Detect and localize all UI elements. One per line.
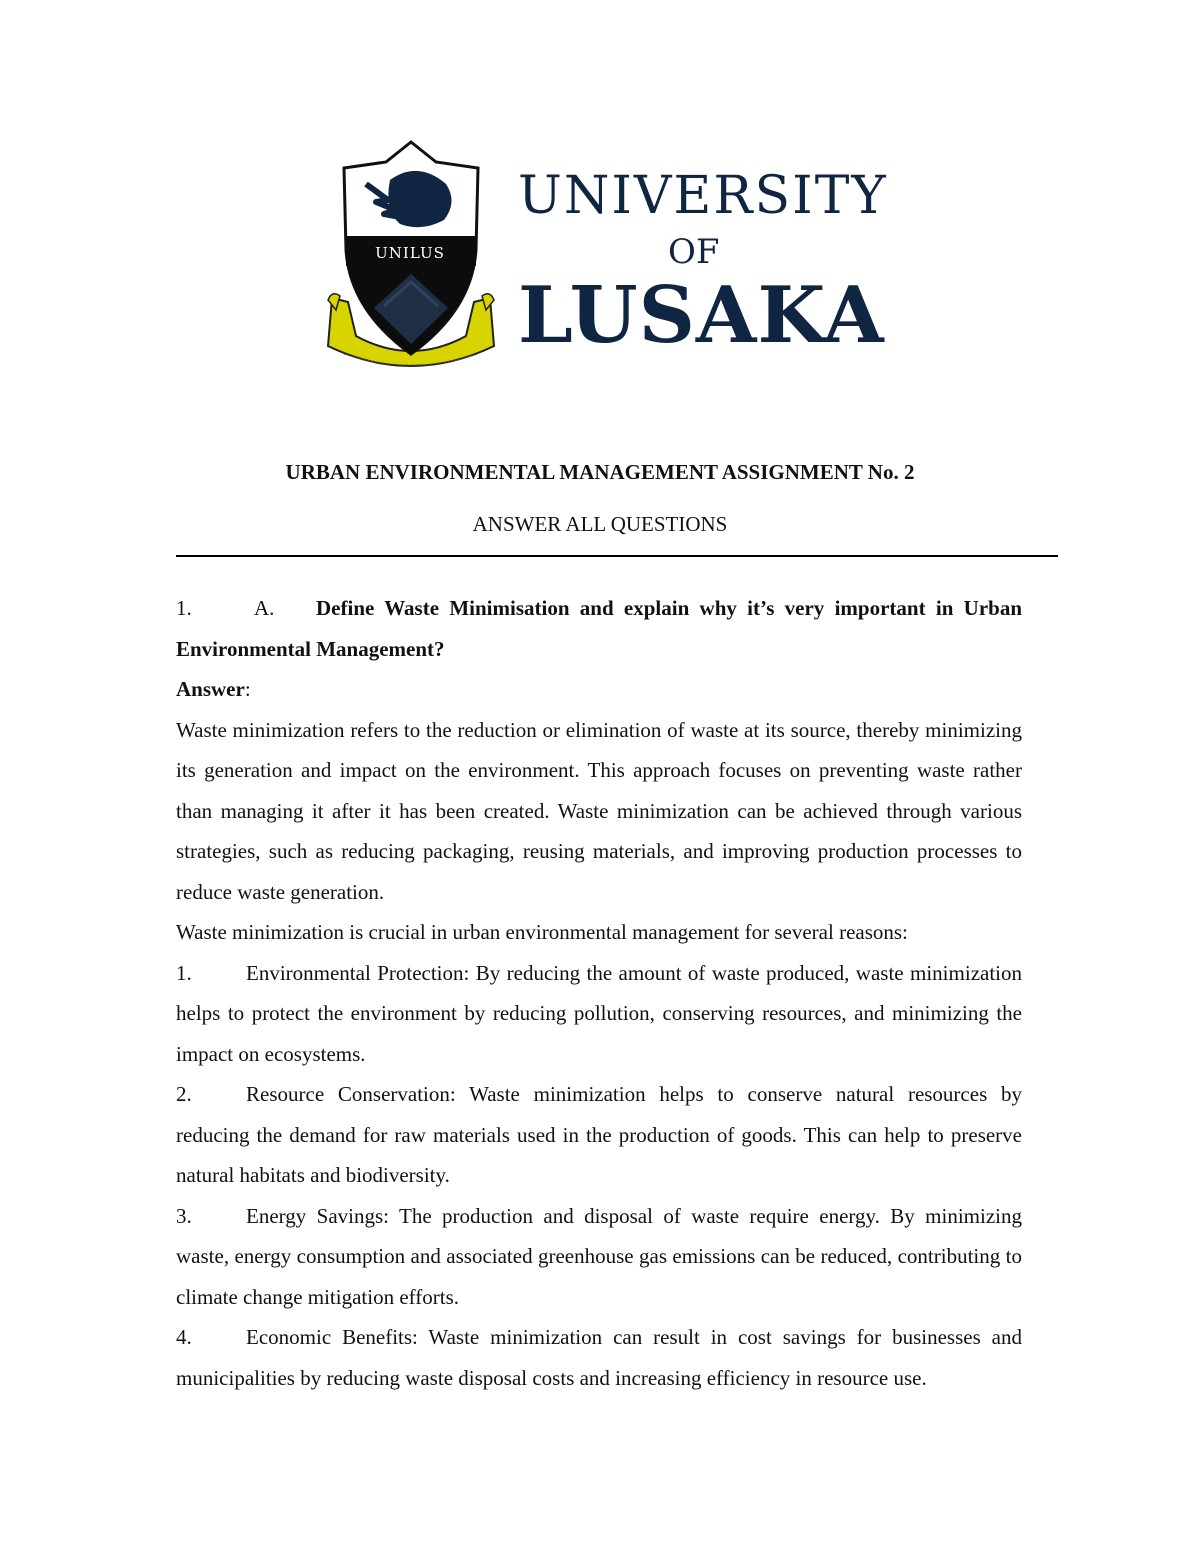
- logo-lusaka-word: LUSAKA: [518, 270, 885, 361]
- logo-of-word: OF: [668, 232, 720, 272]
- reasons-intro: Waste minimization is crucial in urban environmental management for several reasons:: [176, 920, 908, 944]
- document-body: [176, 588, 1022, 1398]
- question-letter: A.: [254, 596, 275, 620]
- reason-number: 4.: [176, 1325, 192, 1349]
- reason-text: Resource Conservation: Waste minimization helps to conserve natural resources by reducing the demand for raw materials used in the production of goods. This can help to preserve natural habitats and biodiversity.: [176, 1082, 1022, 1187]
- answer-paragraph: Waste minimization refers to the reduction or elimination of waste at its source, thereby minimizing its generation and impact on the environment. This approach focuses on preventing waste rather than managing it after it has been created. Waste minimization can be achieved through various strategies, such as reducing packaging, reusing materials, and improving production processes to reduce waste generation.: [176, 717, 1022, 904]
- reason-item: [176, 953, 1022, 1075]
- reason-item: [176, 1317, 1022, 1398]
- answer-heading: [176, 669, 1022, 710]
- reason-number: 3.: [176, 1203, 192, 1228]
- document-title: URBAN ENVIRONMENTAL MANAGEMENT ASSIGNMENT No. 2: [285, 460, 915, 484]
- logo-university-word: UNIVERSITY: [518, 166, 888, 226]
- crest-label: UNILUS: [375, 244, 445, 262]
- question-1a: [176, 588, 1022, 669]
- reason-text: Economic Benefits: Waste minimization can result in cost savings for businesses and municipalities by reducing waste disposal costs and increasing efficiency in resource use.: [176, 1325, 1022, 1390]
- reason-text: Environmental Protection: By reducing the amount of waste produced, waste minimization helps to protect the environment by reducing pollution, conserving resources, and minimizing the impact on ecosystems.: [176, 960, 1022, 1066]
- answer-label: Answer: [176, 677, 245, 701]
- university-logo: [326, 140, 886, 380]
- question-text: Define Waste Minimisation and explain why it’s very important in Urban Environmental Management?: [176, 596, 1022, 661]
- reason-number: 1.: [176, 960, 192, 985]
- reason-item: [176, 1196, 1022, 1318]
- reason-item: [176, 1074, 1022, 1196]
- horizontal-rule: [176, 555, 1058, 557]
- answer-colon: :: [244, 677, 251, 701]
- question-number: 1.: [176, 596, 192, 620]
- document-subtitle: ANSWER ALL QUESTIONS: [472, 512, 728, 536]
- reason-number: 2.: [176, 1082, 192, 1106]
- reason-text: Energy Savings: The production and disposal of waste require energy. By minimizing waste, energy consumption and associated greenhouse gas emissions can be reduced, contributing to climate change mitigation efforts.: [176, 1203, 1022, 1309]
